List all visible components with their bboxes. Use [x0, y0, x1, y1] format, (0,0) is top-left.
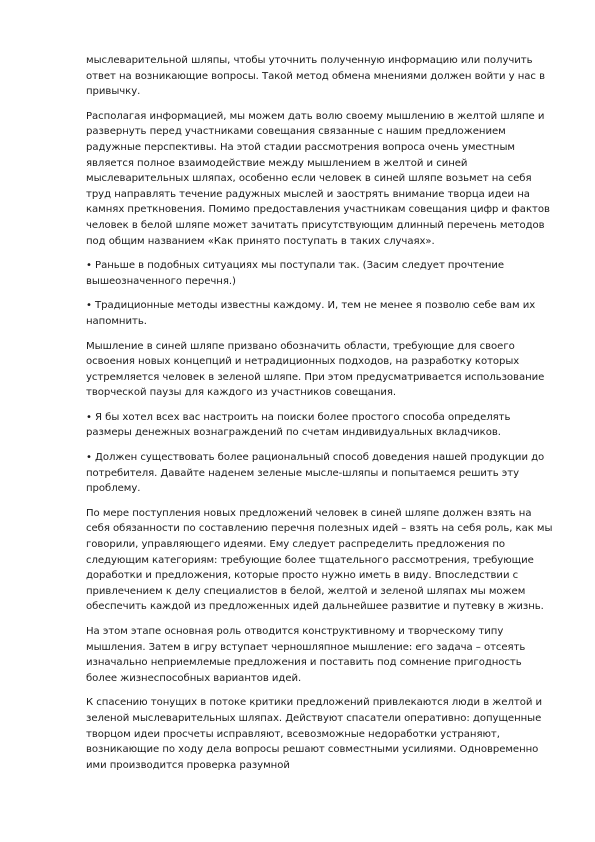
body-paragraph: Мышление в синей шляпе призвано обозначить области, требующие для своего освоения новых концепций и нетрадиционных подходов, на разработку которых устремляется человек в зеленой шляпе. При этом предусматривается использование творческой паузы для каждого из участников совещания. [86, 340, 545, 399]
body-paragraph: К спасению тонущих в потоке критики предложений привлекаются люди в желтой и зеленой мыслеварительных шляпах. Действуют спасатели оперативно: допущенные творцом идеи просчеты исправляют, всевозможные недоработки устраняют, возникающие по ходу дела вопросы решают совместными усилиями. Одновременно ими производится проверка разумной [86, 697, 542, 771]
bullet-paragraph: • Раньше в подобных ситуациях мы поступали так. (Засим следует прочтение вышеозначенного перечня.) [86, 260, 505, 287]
body-paragraph: По мере поступления новых предложений человек в синей шляпе должен взять на себя обязанности по составлению перечня полезных идей – взять на себя роль, как мы говорили, управляющего идеями. Ему следует распределить предложения по следующим категориям: требующие более тщательного рассмотрения, требующие доработки и предложения, которые просто нужно иметь в виду. Впоследствии с привлечением к делу специалистов в белой, желтой и зеленой шляпах мы можем обеспечить каждой из предложенных идей дальнейшее развитие и путевку в жизнь. [86, 507, 553, 613]
document-body [86, 53, 554, 782]
body-paragraph: мыслеварительной шляпы, чтобы уточнить полученную информацию или получить ответ на возникающие вопросы. Такой метод обмена мнениями должен войти у нас в привычку. [86, 55, 545, 98]
bullet-paragraph: • Я бы хотел всех вас настроить на поиски более простого способа определять размеры денежных вознаграждений по счетам индивидуальных вкладчиков. [86, 411, 511, 439]
body-paragraph: На этом этапе основная роль отводится конструктивному и творческому типу мышления. Затем в игру вступает черношляпное мышление: его задача – отсеять изначально неприемлемые предложения и поставить под сомнение пригодность более жизнеспособных вариантов идей. [86, 626, 526, 684]
bullet-paragraph: • Традиционные методы известны каждому. И, тем не менее я позволю себе вам их напомнить. [86, 300, 536, 327]
body-paragraph: Располагая информацией, мы можем дать волю своему мышлению в желтой шляпе и развернуть перед участниками совещания связанные с нашим предложением радужные перспективы. На этой стадии рассмотрения вопроса очень уместным является полное взаимодействие между мышлением в желтой и синей мыслеварительных шляпах, особенно если человек в синей шляпе возьмет на себя труд направлять течение радужных мыслей и заострять внимание творца идеи на камнях преткновения. Помимо предоставления участникам совещания цифр и фактов человек в белой шляпе может зачитать присутствующим длинный перечень методов под общим названием «Как принято поступать в таких случаях». [86, 110, 550, 247]
bullet-paragraph: • Должен существовать более рациональный способ доведения нашей продукции до потребителя. Давайте наденем зеленые мысле-шляпы и попытаемся решить эту проблему. [86, 452, 545, 495]
